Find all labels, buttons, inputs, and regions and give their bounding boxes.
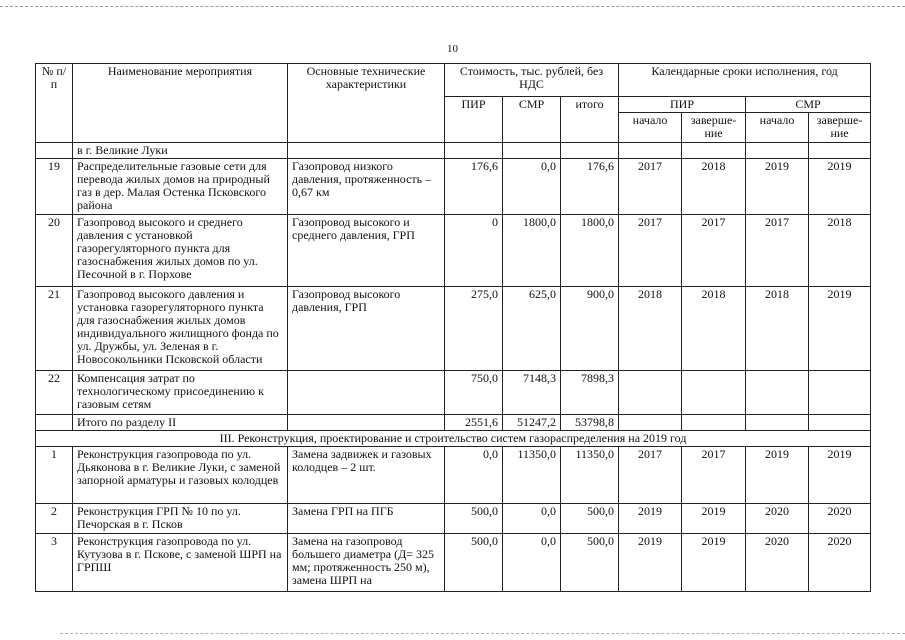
header-cost-total: итого <box>561 97 619 143</box>
row-cost-smr: 625,0 <box>503 287 561 371</box>
measures-table <box>35 63 871 592</box>
subtotal-total: 53798,8 <box>561 415 619 431</box>
row-pir-end: 2017 <box>682 215 746 287</box>
row-pir-start: 2017 <box>619 447 682 504</box>
header-pir-start: начало <box>619 113 682 143</box>
row-cost-pir: 0,0 <box>445 447 503 504</box>
row-cost-smr: 0,0 <box>503 534 561 592</box>
row-specs: Замена задвижек и газовых колодцев – 2 шт. <box>288 447 445 504</box>
header-schedule: Календарные сроки исполнения, год <box>619 64 871 97</box>
row-cost-pir: 275,0 <box>445 287 503 371</box>
row-cost-pir: 500,0 <box>445 504 503 534</box>
row-cost-smr: 11350,0 <box>503 447 561 504</box>
row-name: Распределительные газовые сети для перевода жилых домов на природный газ в дер. Малая Остенка Псковского района <box>73 159 288 215</box>
row-name: Реконструкция газопровода по ул. Кутузова в г. Пскове, с заменой ШРП на ГРПШ <box>73 534 288 592</box>
row-smr-end: 2018 <box>809 215 871 287</box>
header-cost-pir: ПИР <box>445 97 503 143</box>
row-smr-start: 2019 <box>746 159 809 215</box>
row-pir-end <box>682 371 746 415</box>
row-cost-total: 176,6 <box>561 159 619 215</box>
header-name: Наименование мероприятия <box>73 64 288 143</box>
page-number: 10 <box>447 43 458 55</box>
row-name: Компенсация затрат по технологическому присоединению к газовым сетям <box>73 371 288 415</box>
table-row <box>36 287 871 371</box>
section-row <box>36 431 871 447</box>
row-specs: Газопровод высокого и среднего давления, ГРП <box>288 215 445 287</box>
row-cost-total: 500,0 <box>561 534 619 592</box>
row-smr-start: 2019 <box>746 447 809 504</box>
row-cost-total: 500,0 <box>561 504 619 534</box>
subtotal-row <box>36 415 871 431</box>
row-pir-start: 2018 <box>619 287 682 371</box>
row-num: 19 <box>36 159 73 215</box>
row-smr-start: 2020 <box>746 504 809 534</box>
row-name: Газопровод высокого и среднего давления с установкой газорегуляторного пункта для газоснабжения жилых домов по ул. Песочной в г. Порхове <box>73 215 288 287</box>
row-pir-end: 2019 <box>682 504 746 534</box>
row-smr-end: 2019 <box>809 159 871 215</box>
row-num: 3 <box>36 534 73 592</box>
row-pir-start: 2019 <box>619 504 682 534</box>
row-pir-end: 2018 <box>682 159 746 215</box>
table-row <box>36 159 871 215</box>
bottom-scan-line <box>60 633 905 634</box>
table-row <box>36 371 871 415</box>
row-cost-total: 7898,3 <box>561 371 619 415</box>
row-smr-start: 2017 <box>746 215 809 287</box>
row-cost-pir: 500,0 <box>445 534 503 592</box>
header-cost-smr: СМР <box>503 97 561 143</box>
row-pir-end: 2018 <box>682 287 746 371</box>
row-smr-end: 2019 <box>809 287 871 371</box>
row-pir-end: 2019 <box>682 534 746 592</box>
row-cost-smr: 1800,0 <box>503 215 561 287</box>
continuation-text: в г. Великие Луки <box>73 143 288 159</box>
row-num: 21 <box>36 287 73 371</box>
header-num: № п/п <box>36 64 73 143</box>
header-sched-smr: СМР <box>746 97 871 113</box>
header-sched-pir: ПИР <box>619 97 746 113</box>
table-row <box>36 215 871 287</box>
row-smr-start: 2018 <box>746 287 809 371</box>
continuation-row <box>36 143 871 159</box>
table-row <box>36 504 871 534</box>
row-num: 2 <box>36 504 73 534</box>
row-name: Реконструкция ГРП № 10 по ул. Печорская в г. Псков <box>73 504 288 534</box>
row-smr-end: 2020 <box>809 504 871 534</box>
row-smr-end: 2019 <box>809 447 871 504</box>
subtotal-smr: 51247,2 <box>503 415 561 431</box>
header-pir-end: заверше-ние <box>682 113 746 143</box>
row-specs: Газопровод низкого давления, протяженность – 0,67 км <box>288 159 445 215</box>
row-cost-total: 1800,0 <box>561 215 619 287</box>
subtotal-label: Итого по разделу II <box>73 415 288 431</box>
row-specs: Замена на газопровод большего диаметра (Д= 325 мм; протяженность 250 м), замена ШРП на <box>288 534 445 592</box>
row-specs <box>288 371 445 415</box>
section-title: III. Реконструкция, проектирование и строительство систем газораспределения на 2019 год <box>36 431 871 447</box>
top-scan-line <box>0 6 905 7</box>
row-cost-pir: 0 <box>445 215 503 287</box>
row-cost-smr: 0,0 <box>503 159 561 215</box>
row-num: 22 <box>36 371 73 415</box>
row-smr-start <box>746 371 809 415</box>
row-smr-end: 2020 <box>809 534 871 592</box>
row-num: 1 <box>36 447 73 504</box>
row-smr-end <box>809 371 871 415</box>
row-specs: Газопровод высокого давления, ГРП <box>288 287 445 371</box>
row-cost-smr: 7148,3 <box>503 371 561 415</box>
row-name: Газопровод высокого давления и установка газорегуляторного пункта для газоснабжения жилых домов индивидуального жилищного фонда по ул. Дружбы, ул. Зеленая в г. Новосокольники Псковской области <box>73 287 288 371</box>
row-cost-pir: 176,6 <box>445 159 503 215</box>
header-specs: Основные технические характеристики <box>288 64 445 143</box>
row-pir-start: 2019 <box>619 534 682 592</box>
row-pir-start <box>619 371 682 415</box>
row-pir-start: 2017 <box>619 159 682 215</box>
header-smr-start: начало <box>746 113 809 143</box>
table-row <box>36 447 871 504</box>
table-row <box>36 534 871 592</box>
row-pir-start: 2017 <box>619 215 682 287</box>
row-specs: Замена ГРП на ПГБ <box>288 504 445 534</box>
row-cost-total: 900,0 <box>561 287 619 371</box>
header-smr-end: заверше-ние <box>809 113 871 143</box>
row-num: 20 <box>36 215 73 287</box>
subtotal-pir: 2551,6 <box>445 415 503 431</box>
row-cost-smr: 0,0 <box>503 504 561 534</box>
row-pir-end: 2017 <box>682 447 746 504</box>
row-smr-start: 2020 <box>746 534 809 592</box>
row-name: Реконструкция газопровода по ул. Дьяконова в г. Великие Луки, с заменой запорной арматуры и газовых колодцев <box>73 447 288 504</box>
row-cost-total: 11350,0 <box>561 447 619 504</box>
row-cost-pir: 750,0 <box>445 371 503 415</box>
header-cost: Стоимость, тыс. рублей, без НДС <box>445 64 619 97</box>
